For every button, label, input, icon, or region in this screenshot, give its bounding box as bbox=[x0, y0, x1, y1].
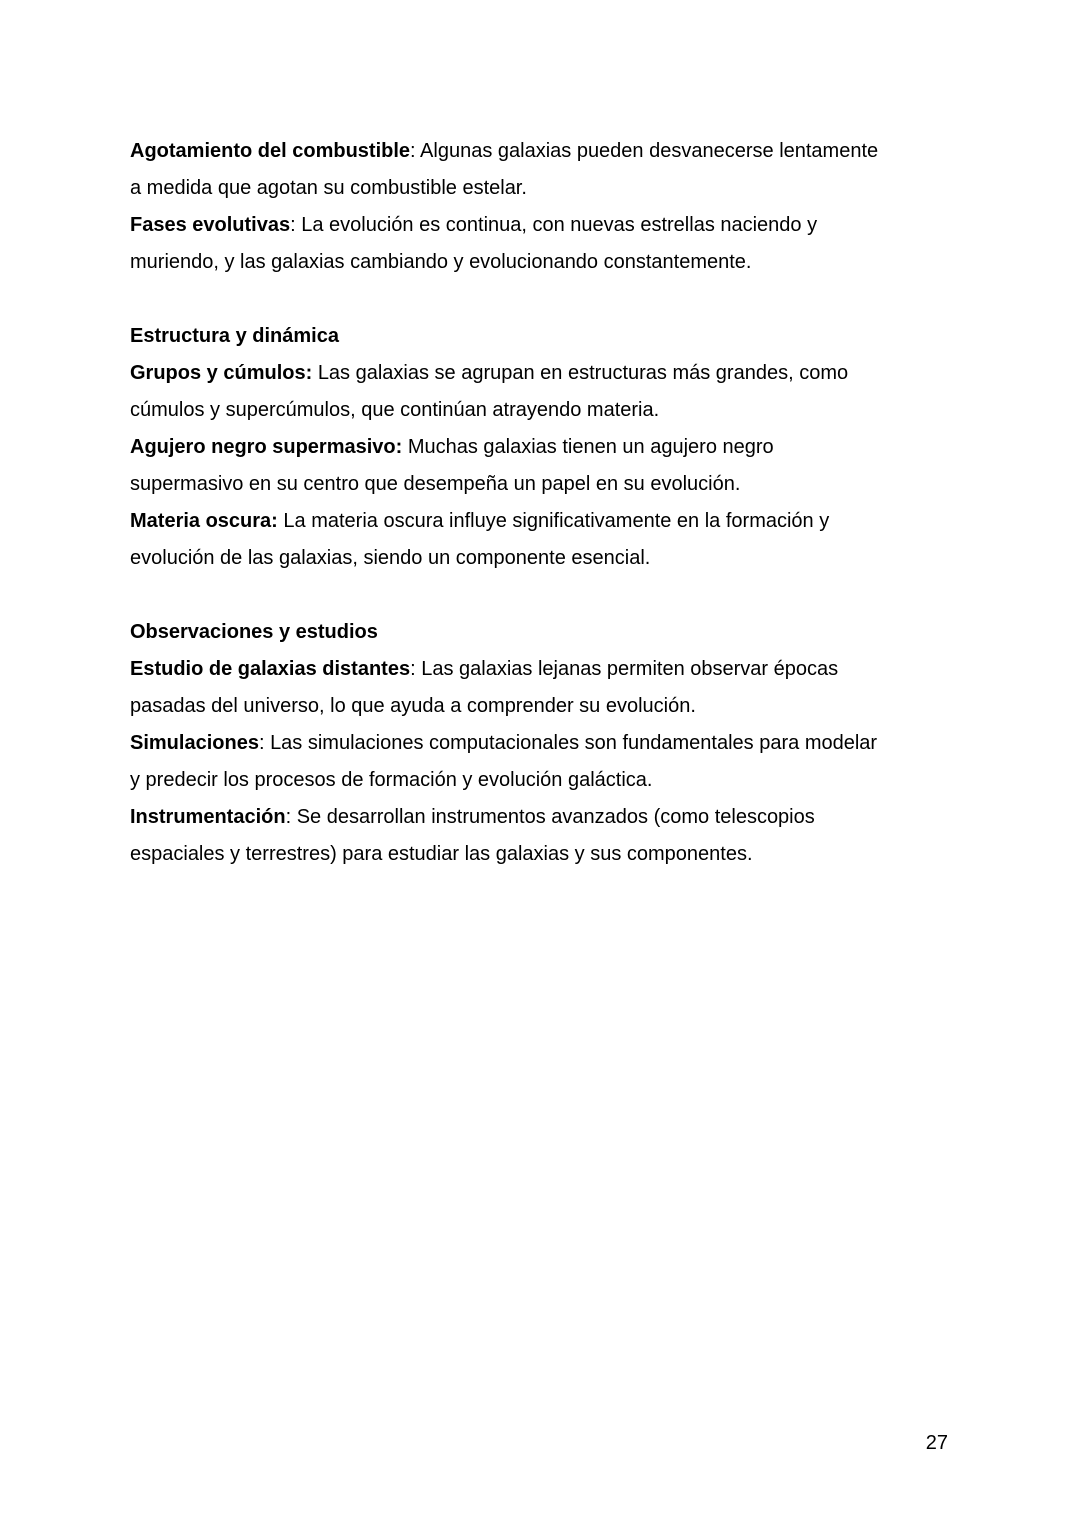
term-estudio-galaxias: Estudio de galaxias distantes bbox=[130, 658, 411, 680]
paragraph-line bbox=[130, 207, 955, 244]
term-agotamiento: Agotamiento del combustible bbox=[130, 140, 411, 162]
term-fases-evolutivas: Fases evolutivas bbox=[130, 214, 291, 236]
paragraph-line bbox=[130, 133, 955, 170]
paragraph-text: Muchas galaxias tienen un agujero negro bbox=[407, 436, 774, 458]
term-instrumentacion: Instrumentación bbox=[130, 806, 286, 828]
paragraph-line: cúmulos y supercúmulos, que continúan atrayendo materia. bbox=[130, 399, 660, 421]
text-separator: : bbox=[410, 658, 422, 680]
term-agujero-negro: Agujero negro supermasivo: bbox=[130, 436, 403, 458]
paragraph-text: Se desarrollan instrumentos avanzados (como telescopios bbox=[296, 806, 815, 828]
paragraph-text: La materia oscura influye significativamente en la formación y bbox=[283, 510, 830, 532]
paragraph-line bbox=[130, 799, 955, 836]
paragraph-line bbox=[130, 503, 955, 540]
paragraph-line: y predecir los procesos de formación y evolución galáctica. bbox=[130, 769, 653, 791]
paragraph-line bbox=[130, 651, 955, 688]
section-estructura-dinamica bbox=[130, 318, 955, 577]
section-agotamiento bbox=[130, 133, 955, 281]
paragraph-line: muriendo, y las galaxias cambiando y evolucionando constantemente. bbox=[130, 251, 752, 273]
section-heading: Estructura y dinámica bbox=[130, 325, 339, 347]
paragraph-text: Algunas galaxias pueden desvanecerse lentamente bbox=[420, 140, 879, 162]
text-separator: : bbox=[285, 806, 297, 828]
paragraph-line: supermasivo en su centro que desempeña un papel en su evolución. bbox=[130, 473, 741, 495]
term-grupos-cumulos: Grupos y cúmulos: bbox=[130, 362, 313, 384]
paragraph-text: Las galaxias se agrupan en estructuras más grandes, como bbox=[317, 362, 849, 384]
paragraph-line bbox=[130, 355, 955, 392]
paragraph-text: Las simulaciones computacionales son fundamentales para modelar bbox=[270, 732, 878, 754]
paragraph-line: evolución de las galaxias, siendo un componente esencial. bbox=[130, 547, 651, 569]
text-separator: : bbox=[410, 140, 421, 162]
term-materia-oscura: Materia oscura: bbox=[130, 510, 278, 532]
term-simulaciones: Simulaciones bbox=[130, 732, 259, 754]
blank-line bbox=[130, 577, 955, 614]
document-content bbox=[130, 133, 955, 873]
paragraph-text: Las galaxias lejanas permiten observar épocas bbox=[421, 658, 839, 680]
paragraph-line: a medida que agotan su combustible estelar. bbox=[130, 177, 527, 199]
page-number: 27 bbox=[925, 1432, 948, 1454]
paragraph-line: espaciales y terrestres) para estudiar las galaxias y sus componentes. bbox=[130, 843, 753, 865]
paragraph-line bbox=[130, 429, 955, 466]
text-separator: : bbox=[290, 214, 302, 236]
section-observaciones-estudios bbox=[130, 614, 955, 873]
paragraph-line bbox=[130, 725, 955, 762]
section-heading: Observaciones y estudios bbox=[130, 621, 378, 643]
paragraph-line: pasadas del universo, lo que ayuda a comprender su evolución. bbox=[130, 695, 696, 717]
paragraph-text: La evolución es continua, con nuevas estrellas naciendo y bbox=[301, 214, 818, 236]
blank-line bbox=[130, 281, 955, 318]
text-separator: : bbox=[258, 732, 271, 754]
